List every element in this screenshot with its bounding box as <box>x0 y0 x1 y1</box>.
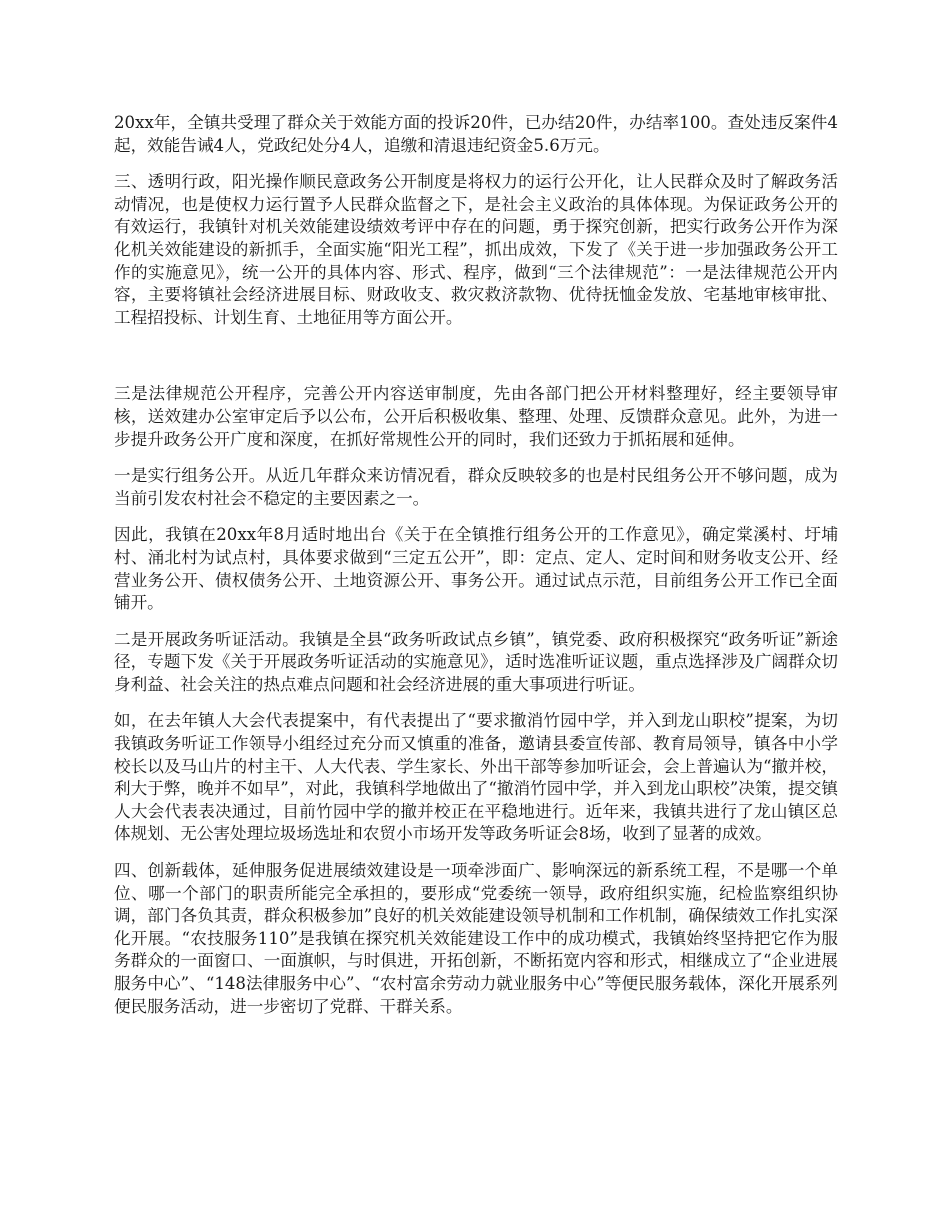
paragraph-disclosure-procedure: 三是法律规范公开程序，完善公开内容送审制度，先由各部门把公开材料整理好，经主要领导审核，送效建办公室审定后予以公布，公开后积极收集、整理、处理、反馈群众意见。此外，为进一步提升政务公开广度和深度，在抓好常规性公开的同时，我们还致力于抓拓展和延伸。 <box>114 384 838 449</box>
paragraph-gap <box>114 343 838 383</box>
document-body <box>114 112 838 1032</box>
paragraph-transparent-administration: 三、透明行政，阳光操作顺民意政务公开制度是将权力的运行公开化，让人民群众及时了解政务活动情况，也是使权力运行置予人民群众监督之下，是社会主义政治的具体体现。为保证政务公开的有效运行，我镇针对机关效能建设绩效考评中存在的问题，勇于探究创新，把实行政务公开作为深化机关效能建设的新抓手，全面实施“阳光工程”，抓出成效，下发了《关于进一步加强政务公开工作的实施意见》，统一公开的具体内容、形式、程序，做到“三个法律规范”：一是法律规范公开内容，主要将镇社会经济进展目标、财政收支、救灾救济款物、优待抚恤金发放、宅基地审核审批、工程招投标、计划生育、土地征用等方面公开。 <box>114 172 838 327</box>
paragraph-group-affairs: 一是实行组务公开。从近几年群众来访情况看，群众反映较多的也是村民组务公开不够问题，成为当前引发农村社会不稳定的主要因素之一。 <box>114 466 838 508</box>
paragraph-service-innovation: 四、创新载体，延伸服务促进展绩效建设是一项牵涉面广、影响深远的新系统工程，不是哪一个单位、哪一个部门的职责所能完全承担的，要形成“党委统一领导，政府组织实施，纪检监察组织协调，部门各负其责，群众积极参加”良好的机关效能建设领导机制和工作机制，确保绩效工作扎实深化开展。“农技服务110”是我镇在探究机关效能建设工作中的成功模式，我镇始终坚持把它作为服务群众的一面窗口、一面旗帜，与时俱进，开拓创新，不断拓宽内容和形式，相继成立了“企业进展服务中心”、“148法律服务中心”、“农村富余劳动力就业服务中心”等便民服务载体，深化开展系列便民服务活动，进一步密切了党群、干群关系。 <box>114 861 838 1016</box>
paragraph-hearings: 二是开展政务听证活动。我镇是全县“政务听政试点乡镇”，镇党委、政府积极探究“政务听证”新途径，专题下发《关于开展政务听证活动的实施意见》，适时选准听证议题，重点选择涉及广阔群众切身利益、社会关注的热点难点问题和社会经济进展的重大事项进行听证。 <box>114 629 838 694</box>
paragraph-hearing-example: 如，在去年镇人大会代表提案中，有代表提出了“要求撤消竹园中学，并入到龙山职校”提案，为切我镇政务听证工作领导小组经过充分而又慎重的准备，邀请县委宣传部、教育局领导，镇各中小学校长以及马山片的村主干、人大代表、学生家长、外出干部等参加听证会，会上普遍认为“撤并校，利大于弊，晚并不如早”，对此，我镇科学地做出了“撤消竹园中学，并入到龙山职校”决策，提交镇人大会代表表决通过，目前竹园中学的撤并校正在平稳地进行。近年来，我镇共进行了龙山镇区总体规划、无公害处理垃圾场选址和农贸小市场开发等政务听证会8场，收到了显著的成效。 <box>114 711 838 844</box>
paragraph-pilot-villages: 因此，我镇在20xx年8月适时地出台《关于在全镇推行组务公开的工作意见》，确定棠溪村、圩埔村、涌北村为试点村，具体要求做到“三定五公开”，即：定点、定人、定时间和财务收支公开、经营业务公开、债权债务公开、土地资源公开、事务公开。通过试点示范，目前组务公开工作已全面铺开。 <box>114 525 838 613</box>
paragraph-complaints: 20xx年，全镇共受理了群众关于效能方面的投诉20件，已办结20件，办结率100。查处违反案件4起，效能告诫4人，党政纪处分4人，追缴和清退违纪资金5.6万元。 <box>114 113 838 155</box>
